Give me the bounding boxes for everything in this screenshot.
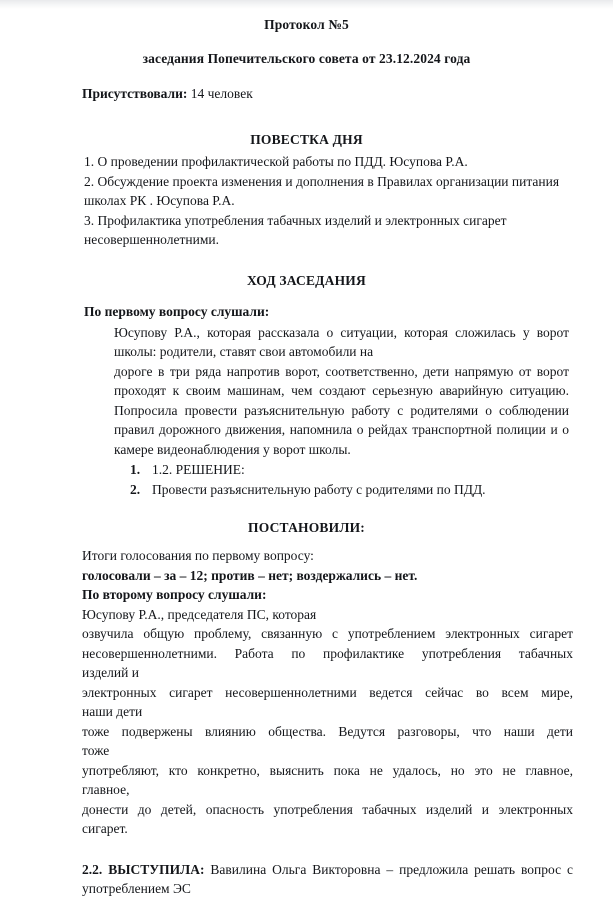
question-two-line: электронных сигарет несовершеннолетними ведется сейчас во всем мире, xyxy=(82,684,573,700)
decision-text: Провести разъяснительную работу с родителями по ПДД. xyxy=(152,481,486,497)
speaker-label: ВЫСТУПИЛА: xyxy=(108,861,205,877)
question-two-line: тоже xyxy=(82,743,110,758)
question-two-line: сигарет. xyxy=(82,821,128,836)
vote-result-line: голосовали – за – 12; против – нет; воздержались – нет. xyxy=(82,567,418,583)
agenda-heading: ПОВЕСТКА ДНЯ xyxy=(250,132,363,147)
course-heading: ХОД ЗАСЕДАНИЯ xyxy=(247,272,366,288)
question-one-label: По первому вопросу слушали: xyxy=(84,303,270,319)
decision-item xyxy=(130,480,595,500)
vote-intro-line: Итоги голосования по первому вопросу: xyxy=(82,548,314,563)
question-two-line: тоже подвержены влиянию общества. Ведутся разговоры, что наши дети xyxy=(82,723,573,739)
question-two-line: наши дети xyxy=(82,704,143,719)
page-title: Протокол №5 xyxy=(264,17,349,32)
speaker-number: 2.2. xyxy=(82,861,103,877)
question-two-line: изделий и xyxy=(82,665,139,680)
document-subtitle: заседания Попечительского совета от 23.12.2024 года xyxy=(142,51,471,66)
question-two-label: По второму вопросу слушали: xyxy=(82,587,267,602)
attendees-line xyxy=(18,67,595,102)
question-two-line: употребляют, кто конкретно, выяснить пока не удалось, но это не главное, xyxy=(82,762,573,778)
decision-marker: 1. xyxy=(130,462,141,477)
speech-line: дороге в три ряда напротив ворот, соответственно, дети напрямую от ворот проходят к своим машинам, чем создают серьезную аварийную ситуацию. Попросила провести разъяснительную работу с родителями о соблюдении правил дорожного движения, напомнила о рейдах транспортной полиции и о камере видеонаблюдения у ворот школы. xyxy=(114,363,569,457)
question-one-speech xyxy=(18,321,595,460)
attendees-label: Присутствовали: xyxy=(82,86,188,101)
question-two-line: озвучила общую проблему, связанную с употреблением электронных сигарет несовершеннолетними. Работа по профилактике употребления табачных xyxy=(82,626,573,661)
decision-marker: 2. xyxy=(130,481,141,497)
agenda-item: 2. Обсуждение проекта изменения и дополнения в Правилах организации питания школах РК . Юсупова Р.А. xyxy=(84,173,560,208)
decision-text: 1.2. РЕШЕНИЕ: xyxy=(152,462,245,477)
agenda-item: 1. О проведении профилактической работы по ПДД. Юсупова Р.А. xyxy=(84,154,468,169)
speech-line: Юсупову Р.А., которая рассказала о ситуации, которая сложилась у ворот школы: родители, ставят свои автомобили на xyxy=(114,324,569,359)
agenda-item: 3. Профилактика употребления табачных изделий и электронных сигарет несовершеннолетними. xyxy=(84,212,507,247)
decision-item xyxy=(130,460,595,480)
question-two-line: главное, xyxy=(82,782,130,797)
resolved-heading: ПОСТАНОВИЛИ: xyxy=(248,520,365,535)
question-two-line: Юсупову Р.А., председателя ПС, которая xyxy=(82,606,317,622)
speaker-item xyxy=(18,839,595,899)
decision-list xyxy=(18,459,595,499)
attendees-value: 14 человек xyxy=(190,86,253,101)
agenda-list xyxy=(18,148,595,250)
question-two-line: донести до детей, опасность употребления табачных изделий и электронных xyxy=(82,801,573,817)
speaker-text: Вавилина Ольга Викторовна – предложила решать вопрос с употреблением ЭС xyxy=(82,861,574,896)
